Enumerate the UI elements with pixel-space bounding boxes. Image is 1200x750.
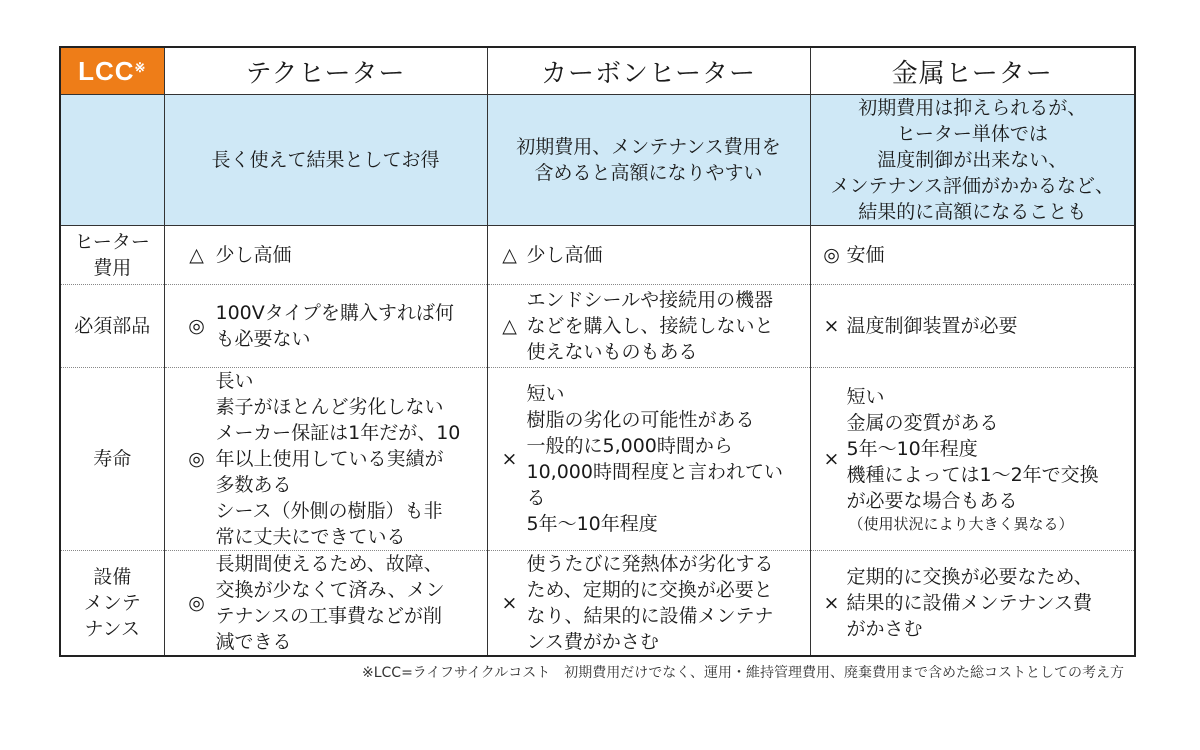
cell-line: 短い	[846, 386, 885, 408]
row-label-line: ナンス	[84, 618, 140, 640]
cell-line: 100Vタイプを購入すれば何	[215, 302, 454, 324]
rating-mark: ◎	[188, 315, 205, 337]
cell-line: 樹脂の劣化の可能性がある	[526, 409, 755, 431]
footnote-mark: ※	[134, 59, 147, 75]
row-label-line: 必須部品	[74, 315, 151, 337]
summary-line: ヒーター単体では	[896, 123, 1048, 145]
cell-line: メーカー保証は1年だが、10	[215, 422, 461, 444]
row-label-line: 費用	[93, 257, 132, 279]
lcc-label-text: LCC	[78, 55, 135, 86]
row-label	[60, 226, 164, 285]
lcc-corner-label	[60, 47, 164, 95]
cell-text	[847, 384, 1135, 534]
cell-metal-heater	[810, 285, 1135, 368]
cell-carbon-heater	[487, 551, 810, 657]
cell-tech-heater	[164, 368, 487, 551]
summary-line: 初期費用、メンテナンス費用を	[516, 136, 781, 158]
cell-text	[847, 313, 1135, 339]
cell-line: 温度制御装置が必要	[846, 315, 1018, 337]
cell-line: 定期的に交換が必要なため、	[846, 566, 1093, 588]
cell-line: 交換が少なくて済み、メン	[215, 579, 445, 601]
cell-line: 結果的に設備メンテナンス費	[846, 592, 1092, 614]
cell-text	[527, 551, 810, 655]
lcc-comparison-table	[59, 46, 1136, 657]
cell-text	[216, 551, 487, 655]
cell-metal-heater	[810, 551, 1135, 657]
rating-mark: △	[502, 315, 517, 337]
cell-line: 5年～10年程度	[846, 438, 978, 460]
cell-text	[216, 368, 487, 550]
summary-carbon-heater	[487, 95, 810, 226]
cell-line: 使えないものもある	[526, 341, 698, 363]
row-label	[60, 551, 164, 657]
summary-tech-heater	[164, 95, 487, 226]
cell-metal-heater	[810, 226, 1135, 285]
cell-text	[527, 287, 810, 365]
header-row	[60, 47, 1135, 95]
cell-line: 10,000時間程度と言われてい	[526, 461, 783, 483]
row-label-line: 寿命	[93, 448, 132, 470]
cell-line: 減できる	[215, 631, 292, 653]
cell-tech-heater	[164, 226, 487, 285]
cell-text	[216, 242, 487, 268]
summary-line: 長く使えて結果としてお得	[211, 149, 440, 171]
summary-line: 初期費用は抑えられるが、	[858, 97, 1087, 119]
cell-note: （使用状況により大きく異なる）	[848, 515, 1074, 533]
cell-text	[847, 242, 1135, 268]
cell-line: テナンスの工事費などが削	[215, 605, 442, 627]
cell-tech-heater	[164, 285, 487, 368]
row-label-line: 設備	[93, 566, 132, 588]
col-header-carbon-heater: カーボンヒーター	[487, 47, 810, 95]
row-required-parts	[60, 285, 1135, 368]
summary-blank	[60, 95, 164, 226]
rating-mark: △	[189, 244, 204, 266]
summary-line: メンテナンス評価がかかるなど、	[830, 175, 1114, 197]
rating-mark: ×	[501, 448, 518, 470]
summary-row	[60, 95, 1135, 226]
cell-line: などを購入し、接続しないと	[526, 315, 774, 337]
cell-carbon-heater	[487, 285, 810, 368]
summary-line: 含めると高額になりやすい	[534, 162, 763, 184]
cell-text	[527, 381, 810, 537]
cell-line: シース（外側の樹脂）も非	[215, 500, 443, 522]
row-lifespan	[60, 368, 1135, 551]
cell-line: る	[526, 487, 546, 509]
cell-line: が必要な場合もある	[846, 490, 1018, 512]
cell-line: 常に丈夫にできている	[215, 526, 406, 548]
row-label-line: メンテ	[83, 592, 141, 614]
cell-line: なり、結果的に設備メンテナ	[526, 605, 774, 627]
cell-line: 長い	[215, 370, 254, 392]
cell-metal-heater	[810, 368, 1135, 551]
cell-line: エンドシールや接続用の機器	[526, 289, 774, 311]
cell-line: 年以上使用している実績が	[215, 448, 444, 470]
cell-text	[527, 242, 810, 268]
rating-mark: ×	[501, 592, 518, 614]
summary-line: 温度制御が出来ない、	[877, 149, 1068, 171]
cell-line: 5年～10年程度	[526, 513, 658, 535]
footnote: ※LCC=ライフサイクルコスト 初期費用だけでなく、運用・維持管理費用、廃棄費用まで含めた総コストとしての考え方	[361, 665, 1124, 681]
cell-line: 多数ある	[215, 474, 292, 496]
cell-line: 金属の変質がある	[846, 412, 999, 434]
cell-line: も必要ない	[215, 328, 311, 350]
cell-line: 安価	[846, 244, 885, 266]
cell-text	[216, 300, 487, 352]
col-header-metal-heater: 金属ヒーター	[810, 47, 1135, 95]
cell-line: 短い	[526, 383, 565, 405]
cell-carbon-heater	[487, 368, 810, 551]
rating-mark: ◎	[188, 592, 205, 614]
rating-mark: ×	[823, 448, 840, 470]
rating-mark: ◎	[188, 448, 205, 470]
rating-mark: ×	[823, 315, 840, 337]
rating-mark: ×	[823, 592, 840, 614]
summary-metal-heater	[810, 95, 1135, 226]
cell-line: 長期間使えるため、故障、	[215, 553, 443, 575]
col-header-tech-heater: テクヒーター	[164, 47, 487, 95]
cell-line: 少し高価	[215, 244, 292, 266]
summary-line: 結果的に高額になることも	[858, 201, 1087, 223]
cell-line: がかさむ	[846, 618, 923, 640]
row-label	[60, 285, 164, 368]
row-label	[60, 368, 164, 551]
cell-line: 使うたびに発熱体が劣化する	[526, 553, 774, 575]
row-maintenance	[60, 551, 1135, 657]
row-label-line: ヒーター	[74, 231, 150, 253]
row-heater-cost	[60, 226, 1135, 285]
cell-carbon-heater	[487, 226, 810, 285]
cell-line: 少し高価	[526, 244, 603, 266]
rating-mark: ◎	[823, 244, 840, 266]
cell-tech-heater	[164, 551, 487, 657]
cell-line: ため、定期的に交換が必要と	[526, 579, 773, 601]
cell-text	[847, 564, 1135, 642]
cell-line: ンス費がかさむ	[526, 631, 659, 653]
rating-mark: △	[502, 244, 517, 266]
cell-line: 素子がほとんど劣化しない	[215, 396, 444, 418]
cell-line: 機種によっては1～2年で交換	[846, 464, 1099, 486]
cell-line: 一般的に5,000時間から	[526, 435, 733, 457]
